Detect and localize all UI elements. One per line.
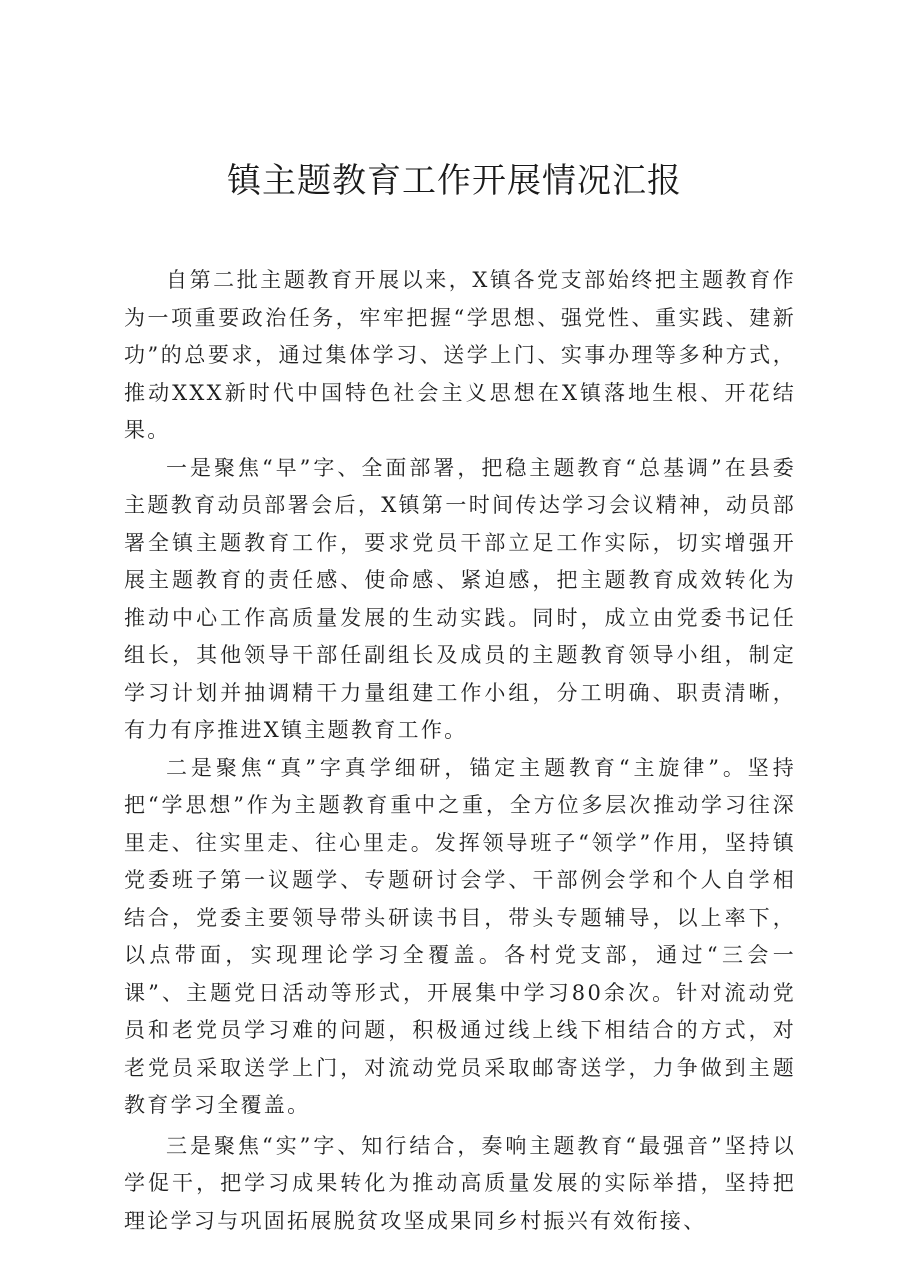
- paragraph-point-3: 三是聚焦“实”字、知行结合，奏响主题教育“最强音”坚持以学促干，把学习成果转化为推动高质量发展的实际举措，坚持把理论学习与巩固拓展脱贫攻坚成果同乡村振兴有效衔接、: [124, 1133, 796, 1233]
- paragraph-intro: 自第二批主题教育开展以来，X镇各党支部始终把主题教育作为一项重要政治任务，牢牢把握“学思想、强党性、重实践、建新功”的总要求，通过集体学习、送学上门、实事办理等多种方式，推动XXX新时代中国特色社会主义思想在X镇落地生根、开花结果。: [124, 268, 796, 442]
- paragraph-point-2: 二是聚焦“真”字真学细研，锚定主题教育“主旋律”。坚持把“学思想”作为主题教育重中之重，全方位多层次推动学习往深里走、往实里走、往心里走。发挥领导班子“领学”作用，坚持镇党委班子第一议题学、专题研讨会学、干部例会学和个人自学相结合，党委主要领导带头研读书目，带头专题辅导，以上率下，以点带面，实现理论学习全覆盖。各村党支部，通过“三会一课”、主题党日活动等形式，开展集中学习80余次。针对流动党员和老党员学习难的问题，积极通过线上线下相结合的方式，对老党员采取送学上门，对流动党员采取邮寄送学，力争做到主题教育学习全覆盖。: [124, 755, 796, 1117]
- paragraph-point-1: 一是聚焦“早”字、全面部署，把稳主题教育“总基调”在县委主题教育动员部署会后，X镇第一时间传达学习会议精神，动员部署全镇主题教育工作，要求党员干部立足工作实际，切实增强开展主题教育的责任感、使命感、紧迫感，把主题教育成效转化为推动中心工作高质量发展的生动实践。同时，成立由党委书记任组长，其他领导干部任副组长及成员的主题教育领导小组，制定学习计划并抽调精干力量组建工作小组，分工明确、职责清晰，有力有序推进X镇主题教育工作。: [124, 455, 796, 742]
- document-body: [124, 262, 796, 1240]
- document-title: 镇主题教育工作开展情况汇报: [227, 161, 682, 201]
